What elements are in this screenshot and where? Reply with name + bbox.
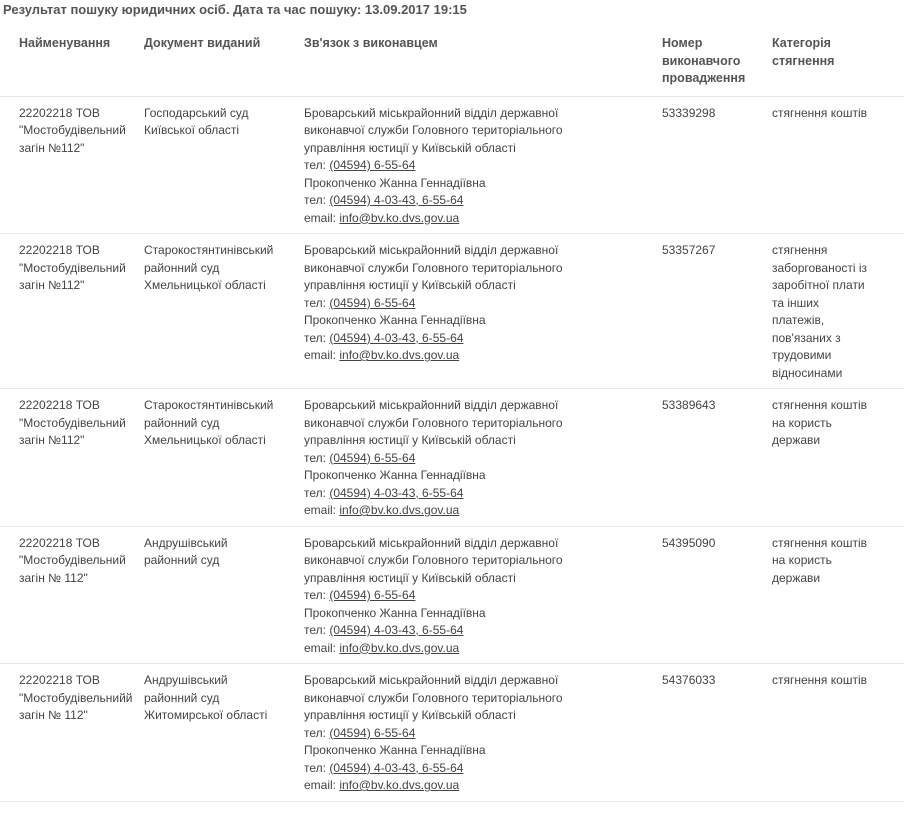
header-number-line: провадження	[662, 71, 746, 85]
header-name: Найменування	[0, 27, 144, 96]
results-table	[0, 27, 904, 802]
executor-contact-cell	[304, 234, 662, 389]
category-line: стягнення коштів	[772, 398, 867, 412]
email-label: email:	[304, 503, 337, 517]
category-line: стягнення коштів	[772, 535, 867, 550]
phone-label: тел:	[304, 295, 326, 310]
debtor-name-line: "Мостобудівельний	[19, 123, 126, 137]
category-line: стягнення коштів	[772, 673, 867, 687]
category-line: держави	[772, 433, 821, 447]
proceeding-number-cell: 53357267	[662, 234, 772, 389]
office-phone-link[interactable]: (04594) 6-55-64	[329, 450, 416, 465]
header-number-line: виконавчого	[662, 53, 741, 68]
proceeding-number-cell: 53339298	[662, 96, 772, 234]
email-line	[304, 210, 656, 228]
person-phone-line	[304, 192, 656, 210]
email-line	[304, 347, 656, 365]
phone-label: тел:	[304, 193, 326, 207]
category-line: пов'язаних з	[772, 330, 841, 345]
person-phone-link[interactable]: (04594) 4-03-43, 6-55-64	[329, 485, 464, 500]
header-contact: Зв'язок з виконавцем	[304, 27, 662, 96]
issuing-court-cell	[144, 96, 304, 234]
executor-office-line: виконавчої служби Головного територіального	[304, 123, 563, 137]
table-row	[0, 96, 904, 234]
issuing-court-cell	[144, 389, 304, 527]
executor-office-line: управління юстиції у Київській області	[304, 570, 516, 585]
phone-label: тел:	[304, 725, 326, 740]
page-title: Результат пошуку юридичних осіб. Дата та час пошуку: 13.09.2017 19:15	[3, 2, 467, 17]
email-line	[304, 640, 656, 658]
phone-label: тел:	[304, 330, 326, 345]
email-line	[304, 502, 656, 520]
executor-office-line: управління юстиції у Київській області	[304, 708, 516, 722]
issuing-court-line: районний суд	[144, 415, 220, 430]
debtor-name-cell	[0, 389, 144, 527]
executor-person: Прокопченко Жанна Геннадіївна	[304, 313, 486, 327]
person-phone-link[interactable]: (04594) 4-03-43, 6-55-64	[329, 193, 464, 207]
debtor-name-line: 22202218 ТОВ	[19, 243, 100, 257]
issuing-court-cell	[144, 664, 304, 802]
debtor-name-line: 22202218 ТОВ	[19, 398, 100, 412]
category-line: стягнення коштів	[772, 105, 867, 120]
category-cell	[772, 96, 904, 234]
executor-person: Прокопченко Жанна Геннадіївна	[304, 175, 486, 190]
email-label: email:	[304, 640, 337, 655]
category-line: на користь	[772, 415, 832, 430]
executor-contact-cell	[304, 664, 662, 802]
proceeding-number-cell: 54376033	[662, 664, 772, 802]
issuing-court-line: районний суд	[144, 260, 220, 275]
email-link[interactable]: info@bv.ko.dvs.gov.ua	[339, 778, 460, 792]
header-category-line: стягнення	[772, 53, 835, 68]
category-cell	[772, 664, 904, 802]
office-phone-line	[304, 587, 656, 605]
email-link[interactable]: info@bv.ko.dvs.gov.ua	[339, 348, 460, 362]
proceeding-number-cell: 53389643	[662, 389, 772, 527]
executor-office-line: Броварський міськрайонний відділ державної	[304, 535, 559, 550]
header-document: Документ виданий	[144, 27, 304, 96]
proceeding-number-cell: 54395090	[662, 526, 772, 664]
email-label: email:	[304, 348, 337, 362]
table-row	[0, 664, 904, 802]
executor-office-line: виконавчої служби Головного територіального	[304, 260, 563, 275]
phone-label: тел:	[304, 588, 326, 602]
email-link[interactable]: info@bv.ko.dvs.gov.ua	[339, 640, 460, 655]
table-row	[0, 389, 904, 527]
category-line: трудовими	[772, 348, 832, 362]
office-phone-link[interactable]: (04594) 6-55-64	[329, 588, 416, 602]
issuing-court-line: Андрушівський	[144, 535, 228, 550]
executor-office-line: управління юстиції у Київській області	[304, 140, 516, 155]
executor-office-line: виконавчої служби Головного територіального	[304, 553, 563, 567]
executor-office-line: Броварський міськрайонний відділ державної	[304, 105, 559, 120]
table-row	[0, 526, 904, 664]
issuing-court-line: Житомирської області	[144, 708, 268, 722]
debtor-name-cell	[0, 96, 144, 234]
issuing-court-cell	[144, 234, 304, 389]
executor-office-line: виконавчої служби Головного територіального	[304, 690, 563, 705]
phone-label: тел:	[304, 485, 326, 500]
issuing-court-line: районний суд	[144, 553, 220, 567]
debtor-name-line: "Мостобудівельнийй	[19, 690, 133, 705]
header-category	[772, 27, 904, 96]
person-phone-line	[304, 485, 656, 503]
office-phone-line	[304, 295, 656, 313]
person-phone-link[interactable]: (04594) 4-03-43, 6-55-64	[329, 330, 464, 345]
executor-office-line: виконавчої служби Головного територіального	[304, 415, 563, 430]
executor-contact-cell	[304, 526, 662, 664]
email-line	[304, 777, 656, 795]
phone-label: тел:	[304, 158, 326, 172]
debtor-name-cell	[0, 234, 144, 389]
debtor-name-line: 22202218 ТОВ	[19, 535, 100, 550]
debtor-name-line: загін № 112"	[19, 570, 88, 585]
header-category-line: Категорія	[772, 36, 831, 50]
category-line: на користь	[772, 553, 832, 567]
issuing-court-line: Старокостянтинівський	[144, 243, 274, 257]
issuing-court-line: Старокостянтинівський	[144, 398, 274, 412]
phone-label: тел:	[304, 623, 326, 637]
office-phone-line	[304, 725, 656, 743]
category-line: заробітної плати	[772, 278, 865, 292]
table-row	[0, 234, 904, 389]
executor-office-line: Броварський міськрайонний відділ державної	[304, 243, 559, 257]
executor-person: Прокопченко Жанна Геннадіївна	[304, 605, 486, 620]
phone-label: тел:	[304, 760, 326, 775]
debtor-name-line: загін № 112"	[19, 708, 88, 722]
table-header-row	[0, 27, 904, 96]
debtor-name-line: загін №112"	[19, 140, 85, 155]
debtor-name-line: "Мостобудівельний	[19, 553, 126, 567]
executor-office-line: управління юстиції у Київській області	[304, 433, 516, 447]
debtor-name-line: "Мостобудівельний	[19, 260, 126, 275]
debtor-name-cell	[0, 664, 144, 802]
office-phone-link[interactable]: (04594) 6-55-64	[329, 725, 416, 740]
category-line: заборгованості із	[772, 260, 868, 275]
issuing-court-line: Андрушівський	[144, 673, 228, 687]
category-line: та інших	[772, 295, 819, 310]
executor-contact-cell	[304, 96, 662, 234]
person-phone-link[interactable]: (04594) 4-03-43, 6-55-64	[329, 760, 464, 775]
debtor-name-line: загін №112"	[19, 433, 85, 447]
debtor-name-line: 22202218 ТОВ	[19, 673, 100, 687]
debtor-name-line: "Мостобудівельний	[19, 415, 126, 430]
executor-contact-cell	[304, 389, 662, 527]
debtor-name-line: загін №112"	[19, 278, 85, 292]
results-body	[0, 96, 904, 801]
category-line: стягнення	[772, 243, 828, 257]
person-phone-line	[304, 330, 656, 348]
person-phone-line	[304, 622, 656, 640]
executor-office-line: управління юстиції у Київській області	[304, 278, 516, 292]
office-phone-link[interactable]: (04594) 6-55-64	[329, 295, 416, 310]
category-cell	[772, 526, 904, 664]
email-link[interactable]: info@bv.ko.dvs.gov.ua	[339, 503, 460, 517]
office-phone-line	[304, 157, 656, 175]
executor-person: Прокопченко Жанна Геннадіївна	[304, 468, 486, 482]
executor-office-line: Броварський міськрайонний відділ державної	[304, 398, 559, 412]
header-number-line: Номер	[662, 36, 703, 50]
debtor-name-line: 22202218 ТОВ	[19, 105, 100, 120]
executor-office-line: Броварський міськрайонний відділ державної	[304, 673, 559, 687]
issuing-court-line: Хмельницької області	[144, 278, 266, 292]
issuing-court-line: Київської області	[144, 123, 240, 137]
header-proceeding-number	[662, 27, 772, 96]
debtor-name-cell	[0, 526, 144, 664]
office-phone-link[interactable]: (04594) 6-55-64	[329, 158, 416, 172]
email-label: email:	[304, 210, 337, 225]
office-phone-line	[304, 450, 656, 468]
issuing-court-line: Хмельницької області	[144, 433, 266, 447]
email-label: email:	[304, 778, 337, 792]
executor-person: Прокопченко Жанна Геннадіївна	[304, 743, 486, 757]
category-line: платежів,	[772, 313, 825, 327]
email-link[interactable]: info@bv.ko.dvs.gov.ua	[339, 210, 460, 225]
issuing-court-cell	[144, 526, 304, 664]
category-line: держави	[772, 570, 821, 585]
category-line: відносинами	[772, 365, 843, 380]
issuing-court-line: районний суд	[144, 690, 220, 705]
phone-label: тел:	[304, 450, 326, 465]
person-phone-line	[304, 760, 656, 778]
category-cell	[772, 389, 904, 527]
category-cell	[772, 234, 904, 389]
issuing-court-line: Господарський суд	[144, 105, 249, 120]
person-phone-link[interactable]: (04594) 4-03-43, 6-55-64	[329, 623, 464, 637]
